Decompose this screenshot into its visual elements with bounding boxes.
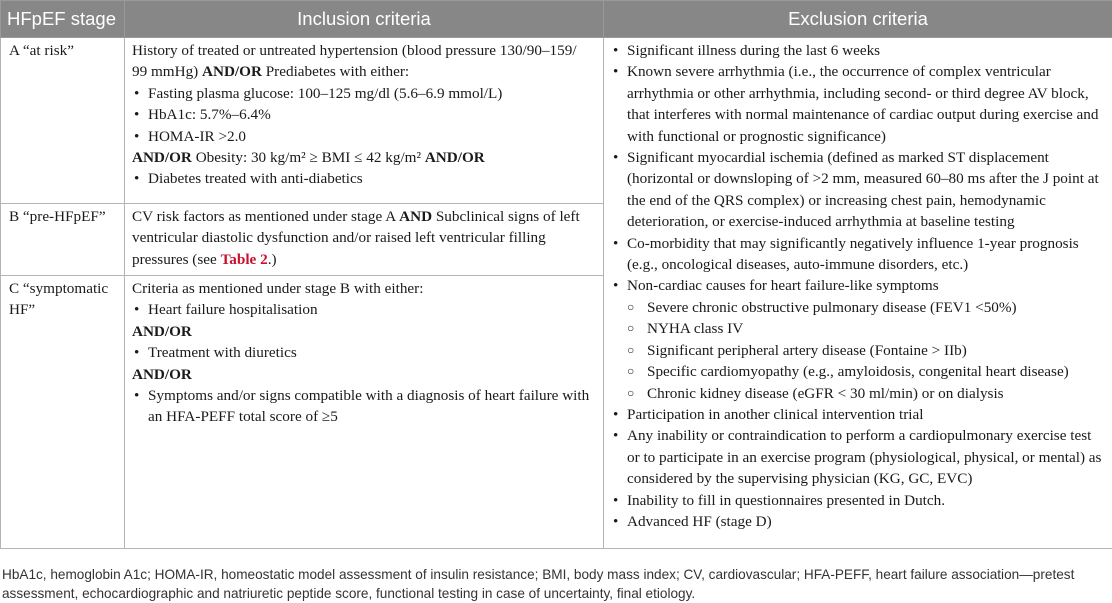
list-item: • Co-morbidity that may significantly negatively influence 1-year prognosis (e.g., oncological diseases, auto-immune disorders, etc.)	[611, 233, 1106, 276]
sub-list-item: ○ Chronic kidney disease (eGFR < 30 ml/min) or on dialysis	[611, 383, 1106, 404]
list-item: • Symptoms and/or signs compatible with a diagnosis of heart failure with an HFA-PEFF total score of ≥5	[132, 385, 597, 428]
andor-label: AND/OR	[132, 322, 192, 340]
andor-label: AND/OR	[132, 365, 192, 383]
stage-a-inclusion	[125, 38, 604, 204]
stage-c-text: Criteria as mentioned under stage B with either:	[132, 280, 424, 297]
stage-b-label: B “pre-HFpEF”	[1, 204, 125, 276]
sub-list-item: ○ Severe chronic obstructive pulmonary disease (FEV1 <50%)	[611, 297, 1106, 318]
stage-b-inclusion: CV risk factors as mentioned under stage A AND Subclinical signs of left ventricular diastolic dysfunction and/or raised left ventricular filling pressures (see Table 2.)	[125, 204, 604, 276]
header-inclusion: Inclusion criteria	[125, 1, 604, 38]
sub-list-item: ○ Significant peripheral artery disease (Fontaine > IIb)	[611, 340, 1106, 361]
list-item: • Known severe arrhythmia (i.e., the occurrence of complex ventricular arrhythmia or other arrhythmia, including second- or third degree AV block, that interferes with normal maintenance of cardiac output during exercise and with functional or prognostic significance)	[611, 61, 1106, 147]
sub-list-item: ○ Specific cardiomyopathy (e.g., amyloidosis, congenital heart disease)	[611, 361, 1106, 382]
table-footnote: HbA1c, hemoglobin A1c; HOMA-IR, homeostatic model assessment of insulin resistance; BMI, body mass index; CV, cardiovascular; HFA-PEFF, heart failure association—pretest assessment, echocardiographic and natriuretic peptide score, functional testing in case of uncertainty, final etiology.	[2, 567, 1075, 601]
list-item: • HbA1c: 5.7%–6.4%	[132, 104, 597, 125]
sub-list-item: ○ NYHA class IV	[611, 318, 1106, 339]
stage-c-inclusion	[125, 276, 604, 549]
list-item: • Non-cardiac causes for heart failure-like symptoms	[611, 275, 1106, 296]
stage-a-label: A “at risk”	[1, 38, 125, 204]
header-exclusion: Exclusion criteria	[604, 1, 1112, 38]
list-item: • Diabetes treated with anti-diabetics	[132, 168, 597, 189]
table-row-stage-a	[1, 38, 1112, 204]
list-item: • Significant myocardial ischemia (defined as marked ST displacement (horizontal or downsloping of >2 mm, measured 60–80 ms after the J point at the end of the QRS complex) or increasing chest pain, hemodynamic deterioration, or exercise-induced arrhythmia at baseline testing	[611, 147, 1106, 233]
table-2-link[interactable]: Table 2	[220, 250, 268, 268]
list-item: • HOMA-IR >2.0	[132, 126, 597, 147]
list-item: • Any inability or contraindication to perform a cardiopulmonary exercise test or to participate in an exercise program (physiological, physical, or mental) as considered by the supervising physician (KG, GC, EVC)	[611, 425, 1106, 489]
stage-c-label: C “symptomatic HF”	[1, 276, 125, 549]
list-item: • Inability to fill in questionnaires presented in Dutch.	[611, 490, 1106, 511]
list-item: • Advanced HF (stage D)	[611, 511, 1106, 532]
list-item: • Heart failure hospitalisation	[132, 299, 597, 320]
stage-a-obesity: AND/OR Obesity: 30 kg/m² ≥ BMI ≤ 42 kg/m² AND/OR	[132, 149, 485, 167]
exclusion-criteria	[604, 38, 1112, 549]
list-item: • Significant illness during the last 6 weeks	[611, 40, 1106, 61]
stage-a-text: History of treated or untreated hypertension (blood pressure 130/90–159/ 99 mmHg) AND/OR Prediabetes with either:	[132, 42, 577, 81]
header-row	[1, 1, 1112, 38]
list-item: • Treatment with diuretics	[132, 342, 597, 363]
header-hfpef-stage: HFpEF stage	[1, 1, 125, 38]
list-item: • Participation in another clinical intervention trial	[611, 404, 1106, 425]
list-item: • Fasting plasma glucose: 100–125 mg/dl (5.6–6.9 mmol/L)	[132, 83, 597, 104]
